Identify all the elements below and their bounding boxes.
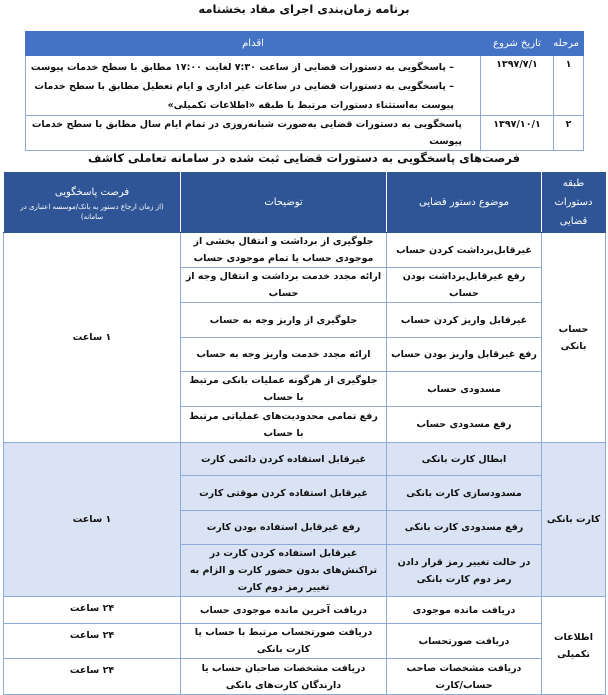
- response-table: [3, 172, 606, 695]
- header-time: [4, 173, 181, 233]
- header-stage: مرحله: [554, 32, 584, 56]
- description-cell: جلوگیری از واریز وجه به حساب: [181, 303, 387, 338]
- header-subject: موضوع دستور قضایی: [387, 173, 542, 233]
- subject-cell: دریافت مشخصات صاحب حساب/کارت: [387, 659, 542, 695]
- date-cell: ۱۳۹۷/۷/۱: [481, 56, 554, 116]
- subject-cell: رفع غیرقابل‌برداشت بودن حساب: [387, 268, 542, 303]
- time-cell: ۱ ساعت: [4, 233, 181, 443]
- action-cell: پاسخگویی به دستورات قضایی به‌صورت شبانه‌روزی در تمام ایام سال مطابق با سطح خدمات پیوست: [26, 116, 481, 151]
- table-row: [4, 597, 606, 624]
- time-cell: ۲۴ ساعت: [4, 597, 181, 624]
- subject-cell: ابطال کارت بانکی: [387, 443, 542, 476]
- subject-cell: رفع مسدودی حساب: [387, 407, 542, 443]
- header-time-label: فرصت پاسخگویی: [54, 187, 130, 198]
- header-category: طبقه دستورات قضایی: [542, 173, 606, 233]
- description-cell: جلوگیری از هرگونه عملیات بانکی مرتبط با حساب: [181, 372, 387, 407]
- table-row: [26, 56, 584, 116]
- description-cell: غیرقابل استفاده کردن موقتی کارت: [181, 476, 387, 511]
- description-cell: غیرقابل استفاده کردن دائمی کارت: [181, 443, 387, 476]
- schedule-title: برنامه زمان‌بندی اجرای مفاد بخشنامه: [198, 2, 410, 16]
- schedule-table: [25, 31, 584, 151]
- description-cell: دریافت آخرین مانده موجودی حساب: [181, 597, 387, 624]
- subject-cell: غیرقابل واریز کردن حساب: [387, 303, 542, 338]
- description-cell: رفع غیرقابل استفاده بودن کارت: [181, 511, 387, 545]
- subject-cell: مسدودسازی کارت بانکی: [387, 476, 542, 511]
- table-row: [4, 624, 606, 659]
- table-row: [4, 233, 606, 268]
- description-cell: رفع تمامی محدودیت‌های عملیاتی مرتبط با حساب: [181, 407, 387, 443]
- time-cell: ۱ ساعت: [4, 443, 181, 597]
- stage-cell: ۱: [554, 56, 584, 116]
- action-item: – پاسخگویی به دستورات قضایی از ساعت ۷:۳۰ لغایت ۱۷:۰۰ مطابق با سطح خدمات پیوست: [30, 58, 454, 77]
- time-cell: ۲۴ ساعت: [4, 624, 181, 659]
- description-cell: غیرقابل استفاده کردن کارت در تراکنش‌های بدون حضور کارت و الزام به تغییر رمز دوم کارت: [181, 545, 387, 597]
- action-item: – پاسخگویی به دستورات قضایی در ساعات غیر اداری و ایام تعطیل مطابق با سطح خدمات پیوست به‌استثناء دستورات مرتبط با طبقه «اطلاعات تکمیلی»: [30, 77, 454, 115]
- table-row: [4, 443, 606, 476]
- subject-cell: دریافت مانده موجودی: [387, 597, 542, 624]
- subject-cell: مسدودی حساب: [387, 372, 542, 407]
- header-start-date: تاریخ شروع: [481, 32, 554, 56]
- subject-cell: در حالت تغییر رمز قرار دادن رمز دوم کارت بانکی: [387, 545, 542, 597]
- table-header-row: [26, 32, 584, 56]
- description-cell: دریافت صورتحساب مرتبط با حساب یا کارت بانکی: [181, 624, 387, 659]
- subject-cell: غیرقابل‌برداشت کردن حساب: [387, 233, 542, 268]
- time-cell: ۲۴ ساعت: [4, 659, 181, 695]
- description-cell: جلوگیری از برداشت و انتقال بخشی از موجودی حساب یا تمام موجودی حساب: [181, 233, 387, 268]
- category-cell: اطلاعات تکمیلی: [542, 597, 606, 695]
- date-cell: ۱۳۹۷/۱۰/۱: [481, 116, 554, 151]
- category-cell: کارت بانکی: [542, 443, 606, 597]
- description-cell: ارائه مجدد خدمت واریز وجه به حساب: [181, 338, 387, 372]
- response-title: فرصت‌های پاسخگویی به دستورات قضایی ثبت شده در سامانه تعاملی کاشف: [88, 151, 520, 165]
- header-description: توضیحات: [181, 173, 387, 233]
- table-row: [4, 659, 606, 695]
- header-action: اقدام: [26, 32, 481, 56]
- table-header-row: [4, 173, 606, 233]
- table-row: [26, 116, 584, 151]
- stage-cell: ۲: [554, 116, 584, 151]
- subject-cell: رفع مسدودی کارت بانکی: [387, 511, 542, 545]
- subject-cell: رفع غیرقابل واریز بودن حساب: [387, 338, 542, 372]
- description-cell: ارائه مجدد خدمت برداشت و انتقال وجه از حساب: [181, 268, 387, 303]
- description-cell: دریافت مشخصات صاحبان حساب یا دارندگان کارت‌های بانکی: [181, 659, 387, 695]
- header-time-note: (از زمان ارجاع دستور به بانک/موسسه اعتباری در سامانه): [20, 203, 164, 221]
- category-cell: حساب بانکی: [542, 233, 606, 443]
- action-cell: [26, 56, 481, 116]
- subject-cell: دریافت صورتحساب: [387, 624, 542, 659]
